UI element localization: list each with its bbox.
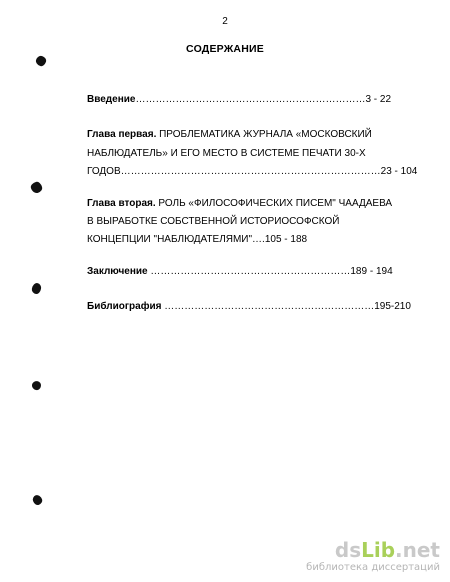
toc-page-range: 105 - 188: [264, 234, 308, 245]
watermark: [290, 539, 440, 574]
toc-page-range: 23 - 104: [380, 166, 418, 177]
scan-blot: [30, 379, 42, 391]
toc-entry-intro: [87, 90, 391, 109]
toc-entry-label: Глава первая.: [87, 129, 157, 140]
toc-entry-label: Заключение: [87, 266, 148, 277]
toc-entry-chapter1-line2: [87, 144, 366, 163]
toc-entry-chapter1-line1: [87, 125, 372, 144]
scan-blot: [32, 494, 44, 506]
toc-page-range: 195-210: [374, 301, 411, 312]
toc-entry-title: НАБЛЮДАТЕЛЬ» И ЕГО МЕСТО В СИСТЕМЕ ПЕЧАТИ 30-Х: [87, 148, 366, 159]
toc-page-range: 189 - 194: [350, 266, 393, 277]
toc-entry-title: В ВЫРАБОТКЕ СОБСТВЕННОЙ ИСТОРИОСОФСКОЙ: [87, 216, 340, 227]
toc-entry-title: ГОДОВ: [87, 166, 121, 177]
toc-dot-leader: ……………………………………………………: [147, 266, 351, 277]
toc-entry-title: ПРОБЛЕМАТИКА ЖУРНАЛА «МОСКОВСКИЙ: [156, 129, 372, 140]
page-number: 2: [222, 16, 228, 27]
toc-page-range: 3 - 22: [365, 94, 392, 105]
toc-dot-leader: ……………………………………………………………………: [120, 166, 381, 177]
scan-blot: [35, 55, 48, 68]
toc-entry-title: РОЛЬ «ФИЛОСОФИЧЕСКИХ ПИСЕМ" ЧААДАЕВА: [155, 198, 393, 209]
toc-dot-leader: ………………………………………………………: [161, 301, 375, 312]
toc-entry-chapter1-line3: [87, 162, 417, 181]
toc-entry-bibliography: [87, 297, 411, 316]
toc-entry-label: Введение: [87, 94, 136, 105]
toc-entry-label: Библиография: [87, 301, 162, 312]
scan-blot: [30, 181, 43, 194]
page-title: СОДЕРЖАНИЕ: [186, 43, 264, 55]
toc-entry-label: Глава вторая.: [87, 198, 156, 209]
scan-blot: [31, 282, 42, 294]
toc-entry-conclusion: [87, 262, 393, 281]
watermark-logo: dsLib.net: [334, 538, 440, 562]
toc-entry-chapter2-line3: [87, 230, 307, 249]
toc-dot-leader: ……………………………………………………………: [135, 94, 366, 105]
toc-entry-chapter2-line1: [87, 194, 392, 213]
toc-dot-leader: ….: [252, 234, 265, 245]
watermark-subtitle: библиотека диссертаций: [306, 562, 440, 573]
toc-entry-chapter2-line2: [87, 212, 339, 231]
toc-entry-title: КОНЦЕПЦИИ "НАБЛЮДАТЕЛЯМИ": [87, 234, 253, 245]
